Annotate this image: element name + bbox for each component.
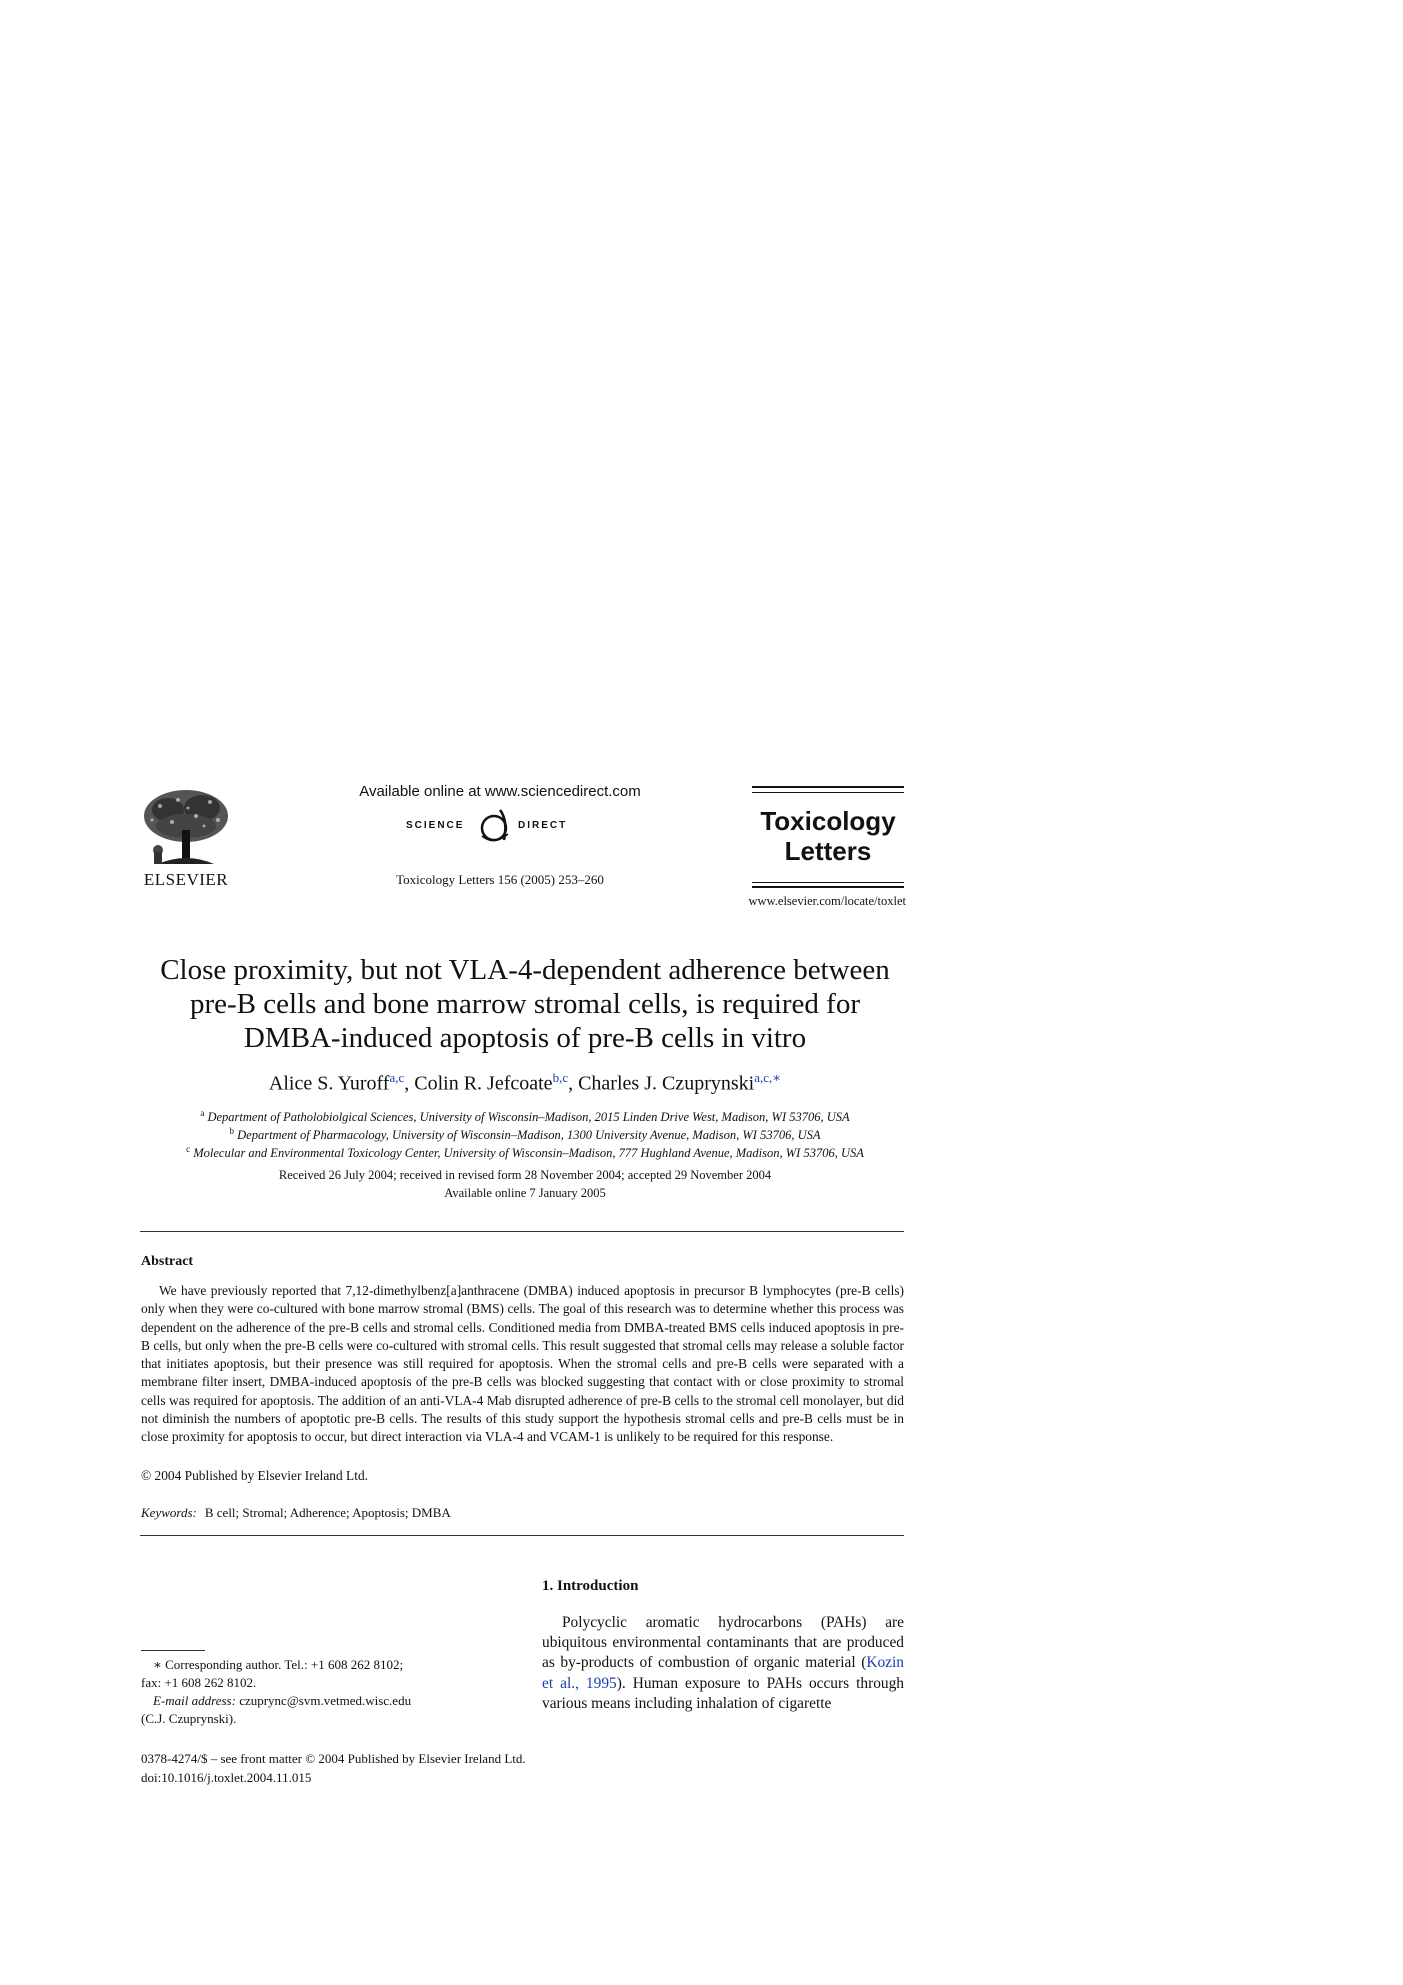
affil-text: Department of Patholobiolgical Sciences, University of Wisconsin–Madison, 2015 Linden Drive West, Madison, WI 53706, USA [207,1110,850,1125]
sciencedirect-d-icon [478,806,512,844]
sciencedirect-logo[interactable] [400,806,600,846]
abstract-copyright: © 2004 Published by Elsevier Ireland Ltd. [141,1468,368,1483]
journal-masthead [752,786,904,891]
section-heading-introduction: 1. Introduction [542,1578,639,1594]
masthead-rule-bottom-thin [752,882,904,883]
author-name: Colin R. Jefcoate [414,1072,553,1095]
author-name: Alice S. Yuroff [268,1072,390,1095]
journal-title-line1: Toxicology [760,806,896,836]
author-affil-link[interactable]: a,c [389,1070,405,1085]
intro-text-before: Polycyclic aromatic hydrocarbons (PAHs) are ubiquitous environmental contaminants that are produced as by-products of combustion of organic material ( [542,1614,904,1672]
title-line-1: Close proximity, but not VLA-4-dependent adherence between [160,954,890,986]
affiliation-b [130,1126,920,1143]
footnote-name: (C.J. Czuprynski). [141,1711,237,1726]
affiliation-c [130,1144,920,1161]
email-address[interactable]: czuprync@svm.vetmed.wisc.edu [239,1693,412,1708]
footnote-fax: fax: +1 608 262 8102. [141,1675,257,1690]
author-affil-link[interactable]: b,c [552,1070,569,1085]
journal-url[interactable]: www.elsevier.com/locate/toxlet [748,894,906,908]
sd-science-word: SCIENCE [406,820,465,831]
journal-title [752,806,904,866]
keywords-label: Keywords: [141,1505,197,1520]
affil-marker: c [186,1144,191,1154]
abstract-heading: Abstract [141,1254,194,1269]
author-list: Alice S. Yuroff$^{a,c}$, Colin R. Jefcoate$^{b,c}$, Charles J. Czuprynski$^{a,c,∗}$ [268,1070,782,1095]
journal-title-line2: Letters [784,836,872,866]
divider-top [140,1231,904,1232]
abstract-body: We have previously reported that 7,12-dimethylbenz[a]anthracene (DMBA) induced apoptosis in precursor B lymphocytes (pre-B cells) only when they were co-cultured with bone marrow stromal (BMS) cells. The goal of this research was to determine whether this process was dependent on the adherence of the pre-B cells and stromal cells. Conditioned media from DMBA-treated BMS cells induced apoptosis in pre-B cells, but only when the pre-B cells were co-cultured with stromal cells. This result suggested that stromal cells may release a soluble factor that initiates apoptosis, but their presence was still required for apoptosis. When the stromal cells and pre-B cells were separated with a membrane filter insert, DMBA-induced apoptosis of the pre-B cells was blocked suggesting that contact with or close proximity to stromal cells was required for apoptosis. The addition of an anti-VLA-4 Mab disrupted adherence of pre-B cells to the stromal cell monolayer, but did not diminish the numbers of apoptotic pre-B cells. The results of this study support the hypothesis stromal cells and pre-B cells must be in close proximity for apoptosis to occur, but direct interaction via VLA-4 and VCAM-1 is unlikely to be required for this response. [141,1283,904,1445]
article-title [130,953,920,1055]
publisher-name: ELSEVIER [143,870,229,889]
author-affil-link[interactable]: a,c,∗ [754,1070,782,1085]
issn-line: 0378-4274/$ – see front matter © 2004 Published by Elsevier Ireland Ltd. [141,1751,526,1766]
email-label: E-mail address: [153,1693,236,1708]
keywords [141,1505,451,1521]
affiliation-a [130,1108,920,1125]
masthead-rule-bottom [752,886,904,888]
front-matter [141,1749,526,1787]
title-line-2: pre-B cells and bone marrow stromal cells, is required for [189,988,860,1020]
citation-link[interactable]: Kozin et al., 1995 [542,1654,904,1692]
corresponding-author-footnote [141,1656,501,1728]
intro-text-after: ). Human exposure to PAHs occurs through various means including inhalation of cigarette [542,1674,904,1712]
keywords-list: B cell; Stromal; Adherence; Apoptosis; DMBA [204,1505,451,1520]
affil-text: Department of Pharmacology, University of Wisconsin–Madison, 1300 University Avenue, Madison, WI 53706, USA [237,1128,821,1143]
title-line-3: DMBA-induced apoptosis of pre-B cells in vitro [243,1022,807,1054]
affil-marker: a [200,1108,205,1118]
journal-citation: Toxicology Letters 156 (2005) 253–260 [396,872,604,887]
received-dates: Received 26 July 2004; received in revised form 28 November 2004; accepted 29 November 2004 [278,1168,772,1182]
introduction-text [542,1613,904,1714]
affil-text: Molecular and Environmental Toxicology Center, University of Wisconsin–Madison, 777 Hughland Avenue, Madison, WI 53706, USA [193,1146,864,1161]
footnote-corresponding: ∗ Corresponding author. Tel.: +1 608 262 8102; [153,1657,404,1672]
footnote-rule [141,1650,205,1651]
available-online[interactable]: Available online at www.sciencedirect.com [359,783,641,800]
affil-marker: b [229,1126,234,1136]
masthead-rule-top-thin [752,792,904,793]
divider-bottom [140,1535,904,1536]
doi-line[interactable]: doi:10.1016/j.toxlet.2004.11.015 [141,1770,312,1785]
footnote-email-line [141,1692,501,1710]
available-date: Available online 7 January 2005 [444,1186,606,1200]
tree-icon [138,786,234,870]
sd-direct-word: DIRECT [518,820,568,831]
author-name: Charles J. Czuprynski [578,1072,755,1095]
masthead-rule-top [752,786,904,788]
